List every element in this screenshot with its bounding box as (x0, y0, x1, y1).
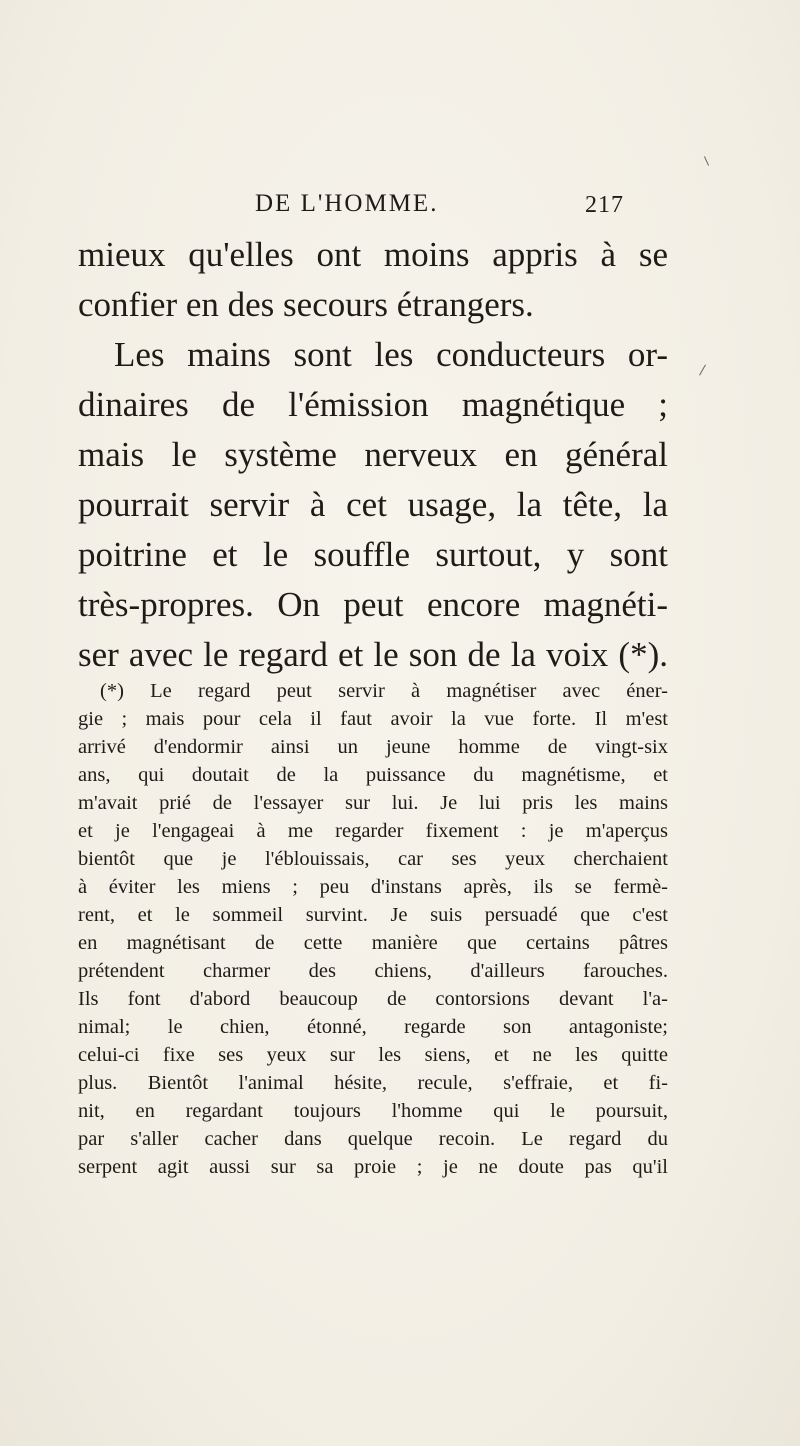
footnote-line: et je l'engageai à me regarder fixement : je m'aperçus (78, 820, 668, 842)
text-line: mais le système nerveux en général (78, 435, 668, 474)
text-line: Les mains sont les conducteurs or- (114, 335, 668, 374)
text-line: poitrine et le souffle surtout, y sont (78, 535, 668, 574)
footnote-line: Ils font d'abord beaucoup de contorsions devant l'a- (78, 988, 668, 1010)
page-number: 217 (585, 192, 624, 218)
footnote-line: (*) Le regard peut servir à magnétiser avec éner- (100, 680, 668, 702)
footnote-line: serpent agit aussi sur sa proie ; je ne doute pas qu'il (78, 1156, 668, 1178)
text-line: mieux qu'elles ont moins appris à se (78, 235, 668, 274)
footnote (78, 677, 668, 1181)
running-head: DE L'HOMME. (255, 190, 439, 217)
stray-mark (699, 365, 706, 376)
footnote-line: m'avait prié de l'essayer sur lui. Je lui pris les mains (78, 792, 668, 814)
text-line: pourrait servir à cet usage, la tête, la (78, 485, 668, 524)
footnote-line: nimal; le chien, étonné, regarde son antagoniste; (78, 1016, 668, 1038)
text-line: confier en des secours étrangers. (78, 285, 534, 324)
stray-mark (704, 156, 709, 165)
footnote-line: en magnétisant de cette manière que certains pâtres (78, 932, 668, 954)
footnote-line: par s'aller cacher dans quelque recoin. Le regard du (78, 1128, 668, 1150)
footnote-line: arrivé d'endormir ainsi un jeune homme de vingt-six (78, 736, 668, 758)
footnote-line: celui-ci fixe ses yeux sur les siens, et ne les quitte (78, 1044, 668, 1066)
footnote-line: rent, et le sommeil survint. Je suis persuadé que c'est (78, 904, 668, 926)
footnote-line: nit, en regardant toujours l'homme qui le poursuit, (78, 1100, 668, 1122)
footnote-line: bientôt que je l'éblouissais, car ses yeux cherchaient (78, 848, 668, 870)
text-line: très-propres. On peut encore magnéti- (78, 585, 668, 624)
footnote-line: plus. Bientôt l'animal hésite, recule, s'effraie, et fi- (78, 1072, 668, 1094)
page-header (255, 190, 655, 230)
main-text (78, 230, 668, 680)
text-line: ser avec le regard et le son de la voix (*). (78, 635, 668, 674)
footnote-line: gie ; mais pour cela il faut avoir la vue forte. Il m'est (78, 708, 668, 730)
footnote-line: prétendent charmer des chiens, d'ailleurs farouches. (78, 960, 668, 982)
footnote-line: ans, qui doutait de la puissance du magnétisme, et (78, 764, 668, 786)
footnote-line: à éviter les miens ; peu d'instans après, ils se fermè- (78, 876, 668, 898)
text-line: dinaires de l'émission magnétique ; (78, 385, 668, 424)
